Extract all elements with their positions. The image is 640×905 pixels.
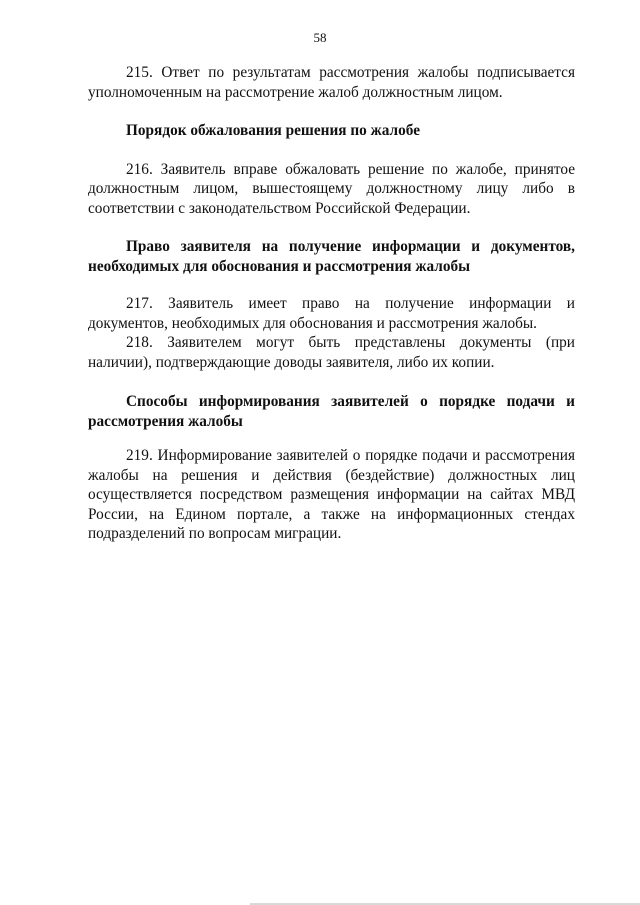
document-body bbox=[88, 60, 575, 544]
heading-appeal-procedure: Порядок обжалования решения по жалобе bbox=[126, 122, 420, 139]
paragraph-219: 219. Информирование заявителей о порядке подачи и рассмотрения жалобы на решения и действия (бездействие) должностных лиц осуществляется посредством размещения информации на сайтах МВД России, на Едином портале, а также на информационных стендах подразделений по вопросам миграции. bbox=[88, 447, 575, 542]
paragraph-216: 216. Заявитель вправе обжаловать решение по жалобе, принятое должностным лицом, вышестоящему должностному лицу либо в соответствии с законодательством Российской Федерации. bbox=[88, 160, 575, 217]
paragraph-217: 217. Заявитель имеет право на получение информации и документов, необходимых для обоснования и рассмотрения жалобы. bbox=[88, 295, 575, 332]
heading-informing-methods: Способы информирования заявителей о порядке подачи и рассмотрения жалобы bbox=[88, 393, 575, 430]
page-number: 58 bbox=[313, 30, 327, 45]
paragraph-215: 215. Ответ по результатам рассмотрения жалобы подписывается уполномоченным на рассмотрение жалоб должностным лицом. bbox=[88, 64, 575, 101]
heading-applicant-rights: Право заявителя на получение информации и документов, необходимых для обоснования и рассмотрения жалобы bbox=[88, 238, 575, 275]
paragraph-218: 218. Заявителем могут быть представлены документы (при наличии), подтверждающие доводы заявителя, либо их копии. bbox=[88, 334, 575, 371]
